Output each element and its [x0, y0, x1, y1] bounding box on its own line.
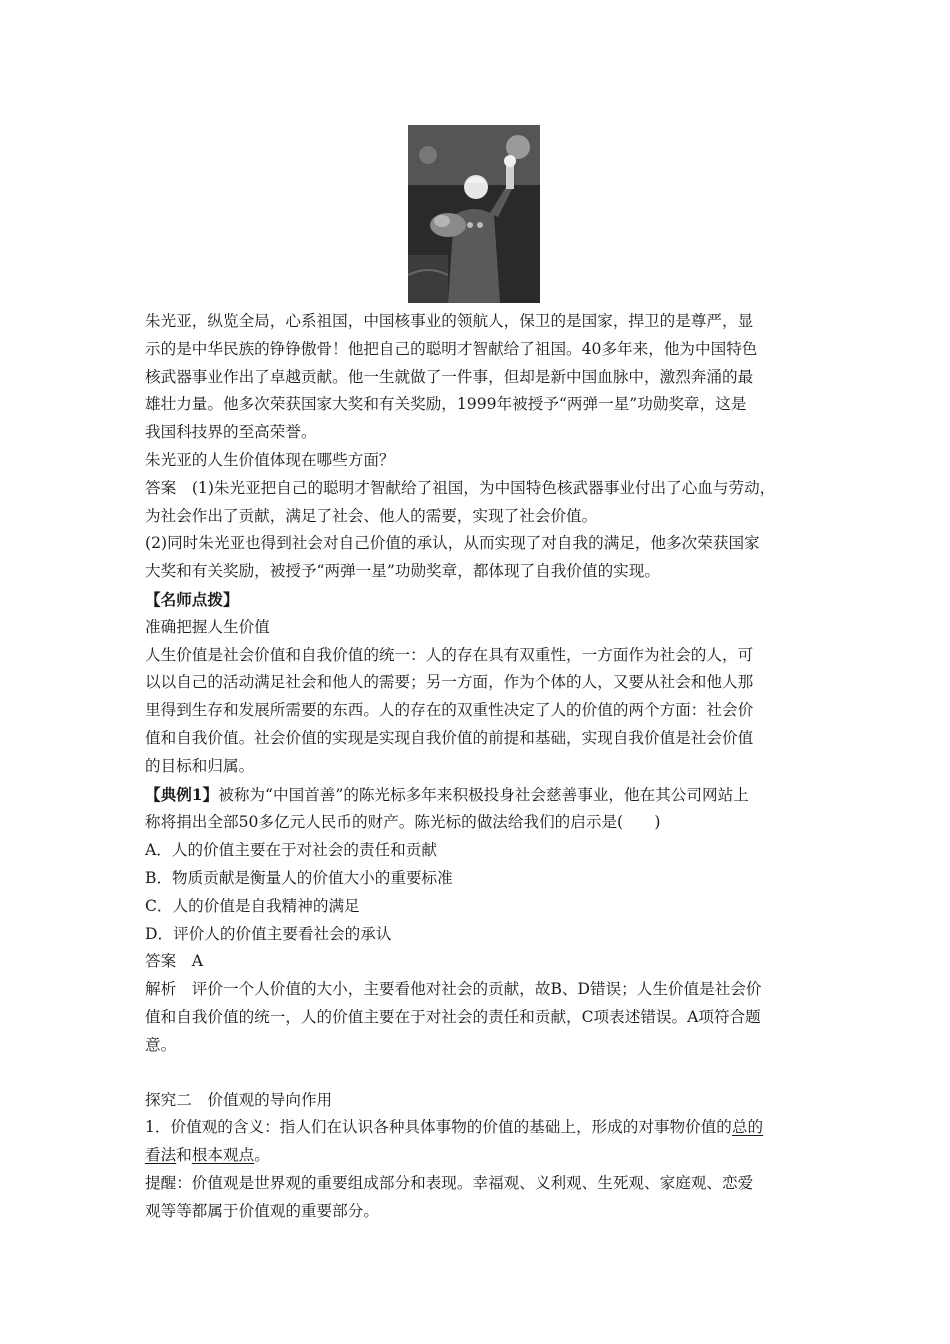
option-b: B．物质贡献是衡量人的价值大小的重要标准 [145, 868, 453, 887]
tips-subheading: 准确把握人生价值 [145, 617, 270, 636]
option-a: A．人的价值主要在于对社会的责任和贡献 [145, 841, 437, 860]
tips-line: 人生价值是社会价值和自我价值的统一：人的存在具有双重性，一方面作为社会的人，可 [145, 645, 754, 664]
tips-line: 以以自己的活动满足社会和他人的需要；另一方面，作为个体的人，又要从社会和他人那 [145, 673, 754, 692]
story-line: 朱光亚，纵览全局，心系祖国，中国核事业的领航人，保卫的是国家，捍卫的是尊严，显 [145, 312, 754, 330]
underlined-term: 根本观点 [191, 1146, 255, 1165]
answer-part2-cont: 大奖和有关奖励，被授予“两弹一星”功勋奖章，都体现了自我价值的实现。 [145, 562, 660, 581]
section2-item1-cont: 看法和根本观点。 [145, 1146, 270, 1165]
section-gap [145, 1060, 813, 1087]
answer-part1-cont: 为社会作出了贡献，满足了社会、他人的需要，实现了社会价值。 [145, 506, 598, 525]
section2-item1: 1．价值观的含义：指人们在认识各种具体事物的价值的基础上，形成的对事物价值的总的 [145, 1118, 764, 1137]
tips-heading: 【名师点拨】 [145, 589, 239, 609]
tips-line: 值和自我价值。社会价值的实现是实现自我价值的前提和基础，实现自我价值是社会价值 [145, 728, 754, 747]
zhu-guangya-photo [408, 125, 540, 303]
section2-title: 探究二 价值观的导向作用 [145, 1090, 333, 1109]
question: 朱光亚的人生价值体现在哪些方面？ [145, 450, 395, 469]
option-d: D．评价人的价值主要看社会的承认 [145, 924, 392, 943]
option-c: C．人的价值是自我精神的满足 [145, 896, 360, 915]
analysis-line: 解析 评价一个人价值的大小，主要看他对社会的贡献，故B、D错误；人生价值是社会价 [145, 980, 762, 999]
example-tag: 【典例1】 [145, 784, 219, 804]
story-line: 示的是中华民族的铮铮傲骨！他把自己的聪明才智献给了祖国。40多年来，他为中国特色 [145, 339, 758, 358]
example-answer: 答案 A [145, 952, 204, 971]
analysis-line: 值和自我价值的统一，人的价值主要在于对社会的责任和贡献，C项表述错误。A项符合题 [145, 1007, 761, 1026]
underlined-term: 看法 [145, 1146, 177, 1165]
document-body [145, 308, 813, 1226]
story-line: 核武器事业作出了卓越贡献。他一生就做了一件事，但却是新中国血脉中，激烈奔涌的最 [145, 367, 754, 386]
underlined-term: 总的 [731, 1118, 764, 1137]
section2-tip: 提醒：价值观是世界观的重要组成部分和表现。幸福观、义利观、生死观、家庭观、恋爱 [145, 1173, 754, 1192]
tips-line: 里得到生存和发展所需要的东西。人的存在的双重性决定了人的价值的两个方面：社会价 [145, 701, 754, 720]
answer-part1: 答案 (1)朱光亚把自己的聪明才智献给了祖国，为中国特色核武器事业付出了心血与劳动， [145, 478, 776, 497]
example-stem-cont: 称将捐出全部50多亿元人民币的财产。陈光标的做法给我们的启示是( ) [145, 813, 661, 832]
analysis-line: 意。 [145, 1035, 177, 1054]
tips-line: 的目标和归属。 [145, 756, 255, 775]
section2-tip-cont: 观等等都属于价值观的重要部分。 [145, 1201, 379, 1220]
answer-part2: (2)同时朱光亚也得到社会对自己价值的承认，从而实现了对自我的满足，他多次荣获国家 [145, 534, 760, 553]
story-line: 我国科技界的至高荣誉。 [145, 423, 317, 442]
story-line: 雄壮力量。他多次荣获国家大奖和有关奖励，1999年被授予“两弹一星”功勋奖章，这是 [145, 395, 747, 414]
example-stem: 【典例1】被称为“中国首善”的陈光标多年来积极投身社会慈善事业，他在其公司网站上 [145, 784, 749, 804]
answer-label: 答案 [145, 478, 177, 497]
